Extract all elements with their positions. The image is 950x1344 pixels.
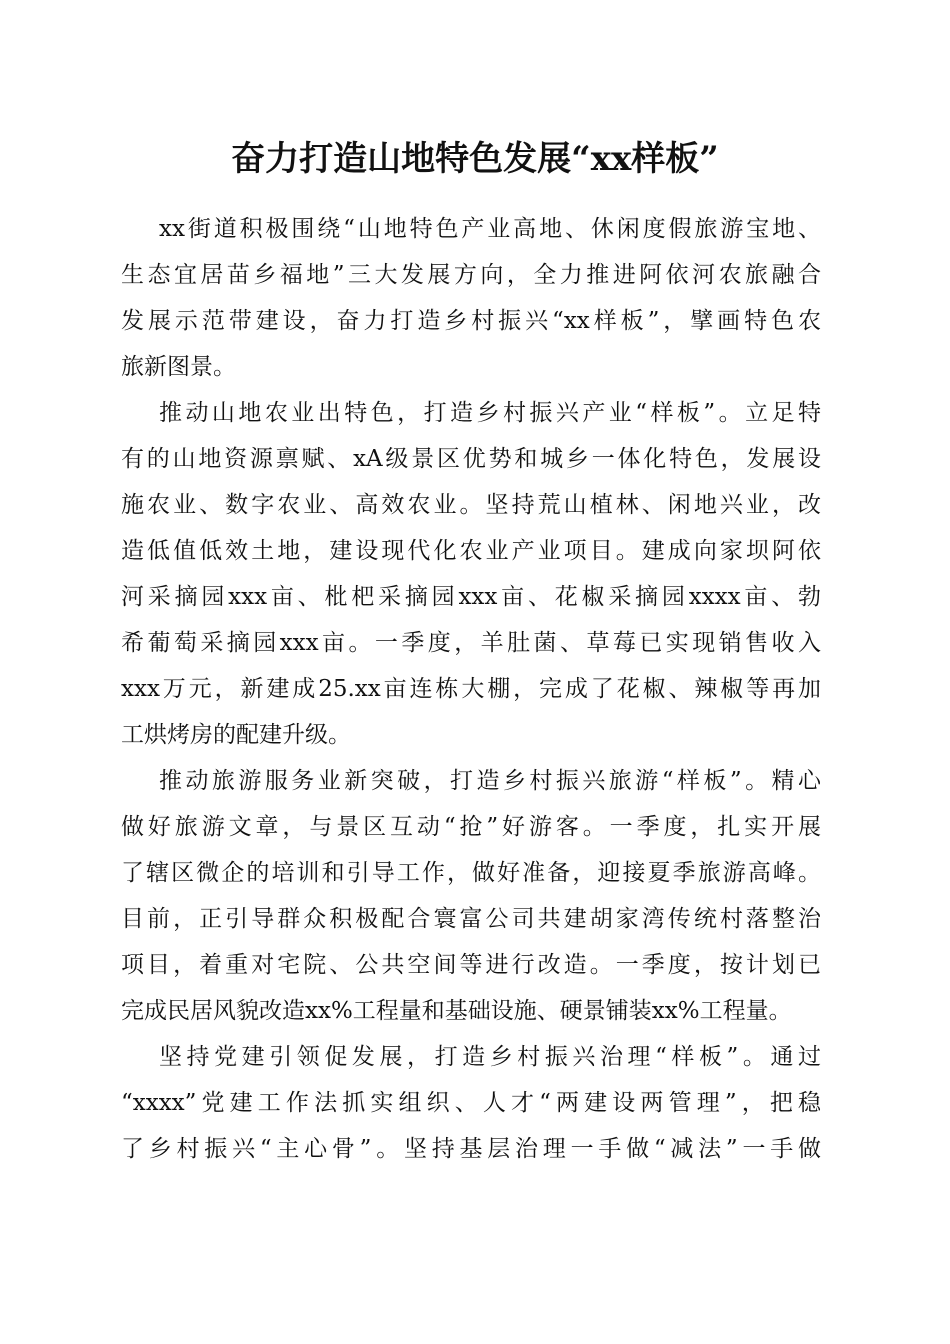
text-line: 发展示范带建设，奋力打造乡村振兴“xx样板”，擘画特色农 (121, 308, 821, 334)
paragraph-intro (121, 206, 821, 390)
text-line: 推动旅游服务业新突破，打造乡村振兴旅游“样板”。精心 (159, 768, 821, 794)
text-line: 了乡村振兴“主心骨”。坚持基层治理一手做“减法”一手做 (121, 1136, 821, 1162)
text-line: 完成民居风貌改造xx%工程量和基础设施、硬景铺装xx%工程量。 (121, 998, 792, 1024)
document-title: 奋力打造山地特色发展“xx样板” (231, 139, 719, 179)
text-line: 施农业、数字农业、高效农业。坚持荒山植林、闲地兴业，改 (121, 492, 821, 518)
text-line: 推动山地农业出特色，打造乡村振兴产业“样板”。立足特 (159, 400, 821, 426)
paragraph-agriculture (121, 390, 821, 758)
text-line: 了辖区微企的培训和引导工作，做好准备，迎接夏季旅游高峰。 (121, 860, 821, 886)
text-line: 做好旅游文章，与景区互动“抢”好游客。一季度，扎实开展 (121, 814, 821, 840)
text-line: 目前，正引导群众积极配合寰富公司共建胡家湾传统村落整治 (121, 906, 821, 932)
text-line: xxx万元，新建成25.xx亩连栋大棚，完成了花椒、辣椒等再加 (121, 676, 821, 702)
paragraph-tourism (121, 758, 821, 1034)
text-line: 希葡萄采摘园xxx亩。一季度，羊肚菌、草莓已实现销售收入 (121, 630, 821, 656)
text-line: 旅新图景。 (121, 354, 236, 380)
paragraph-party-building (121, 1034, 821, 1172)
text-line: 生态宜居苗乡福地”三大发展方向，全力推进阿依河农旅融合 (121, 262, 821, 288)
text-line: “xxxx”党建工作法抓实组织、人才“两建设两管理”，把稳 (121, 1090, 821, 1116)
text-line: 有的山地资源禀赋、xA级景区优势和城乡一体化特色，发展设 (121, 446, 821, 472)
text-line: 项目，着重对宅院、公共空间等进行改造。一季度，按计划已 (121, 952, 821, 978)
text-line: 工烘烤房的配建升级。 (121, 722, 351, 748)
text-line: 造低值低效土地，建设现代化农业产业项目。建成向家坝阿依 (121, 538, 821, 564)
text-line: 河采摘园xxx亩、枇杷采摘园xxx亩、花椒采摘园xxxx亩、勃 (121, 584, 821, 610)
text-line: xx街道积极围绕“山地特色产业高地、休闲度假旅游宝地、 (159, 216, 821, 242)
text-line: 坚持党建引领促发展，打造乡村振兴治理“样板”。通过 (159, 1044, 821, 1070)
document-body (121, 206, 821, 1172)
